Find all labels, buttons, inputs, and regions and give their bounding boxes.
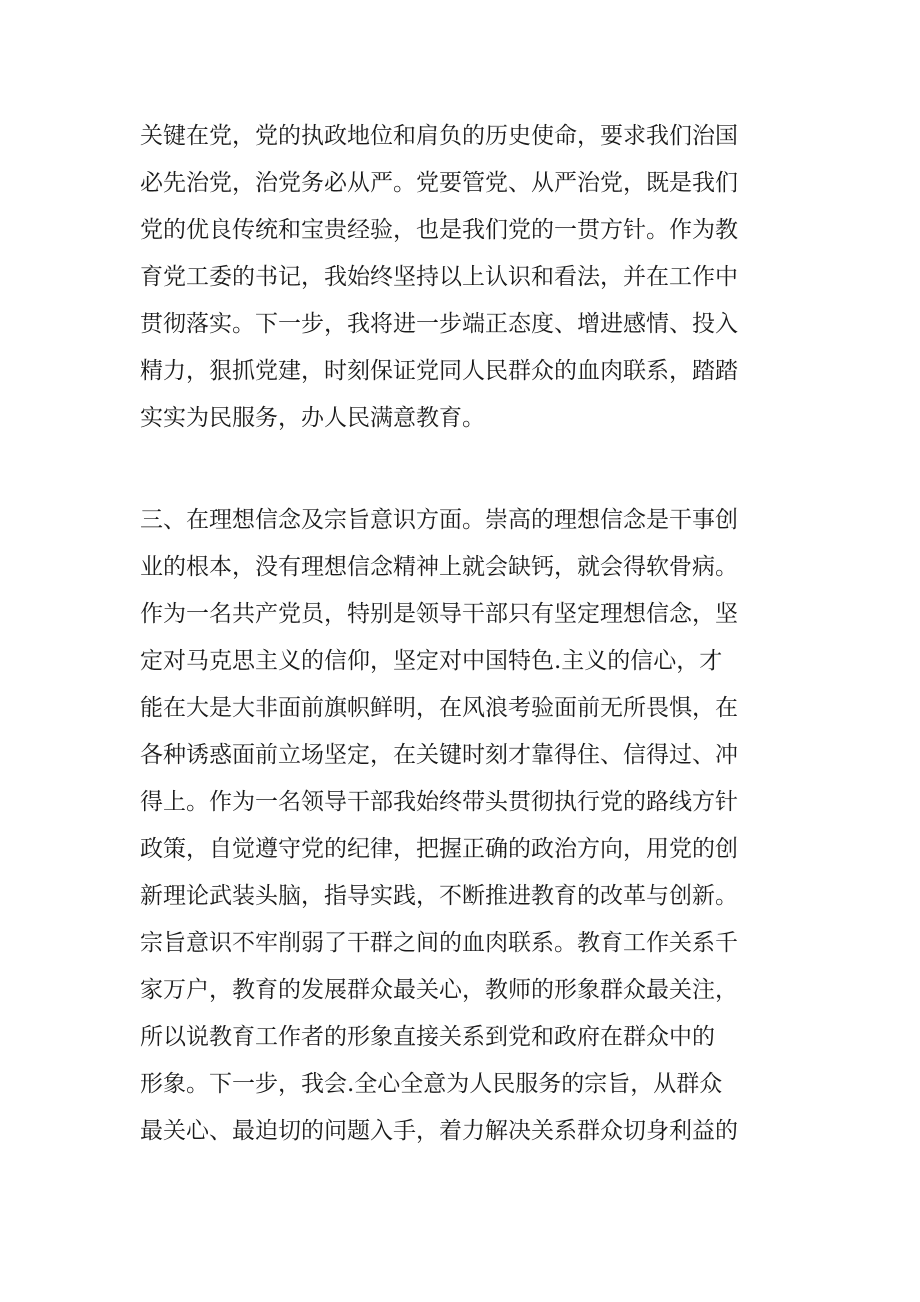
text-line: 关键在党，党的执政地位和肩负的历史使命，要求我们治国 [140,123,738,149]
text-line: 作为一名共产党员，特别是领导干部只有坚定理想信念，坚 [140,601,738,627]
text-line: 实实为民服务，办人民满意教育。 [140,405,485,431]
text-line: 党的优良传统和宝贵经验，也是我们党的一贯方针。作为教 [140,217,738,243]
text-line: 业的根本，没有理想信念精神上就会缺钙，就会得软骨病。 [140,554,738,580]
text-line: 三、在理想信念及宗旨意识方面。崇高的理想信念是干事创 [140,507,738,533]
text-line: 贯彻落实。下一步，我将进一步端正态度、增进感情、投入 [140,311,738,337]
text-line: 定对马克思主义的信仰，坚定对中国特色.主义的信心，才 [140,648,723,674]
text-line: 所以说教育工作者的形象直接关系到党和政府在群众中的 [140,1024,715,1050]
text-line: 形象。下一步，我会.全心全意为人民服务的宗旨，从群众 [140,1071,723,1097]
text-line: 得上。作为一名领导干部我始终带头贯彻执行党的路线方针 [140,789,738,815]
paragraph-party-building [140,113,800,442]
paragraph-ideals-and-purpose [140,497,800,1155]
text-line: 家万户，教育的发展群众最关心，教师的形象群众最关注， [140,977,738,1003]
text-line: 能在大是大非面前旗帜鲜明，在风浪考验面前无所畏惧，在 [140,695,738,721]
text-line: 宗旨意识不牢削弱了干群之间的血肉联系。教育工作关系千 [140,930,738,956]
text-line: 最关心、最迫切的问题入手，着力解决关系群众切身利益的 [140,1118,738,1144]
text-line: 育党工委的书记，我始终坚持以上认识和看法，并在工作中 [140,264,738,290]
text-line: 政策，自觉遵守党的纪律，把握正确的政治方向，用党的创 [140,836,738,862]
text-line: 各种诱惑面前立场坚定，在关键时刻才靠得住、信得过、冲 [140,742,738,768]
text-line: 新理论武装头脑，指导实践，不断推进教育的改革与创新。 [140,883,738,909]
text-line: 精力，狠抓党建，时刻保证党同人民群众的血肉联系，踏踏 [140,358,738,384]
text-line: 必先治党，治党务必从严。党要管党、从严治党，既是我们 [140,170,738,196]
